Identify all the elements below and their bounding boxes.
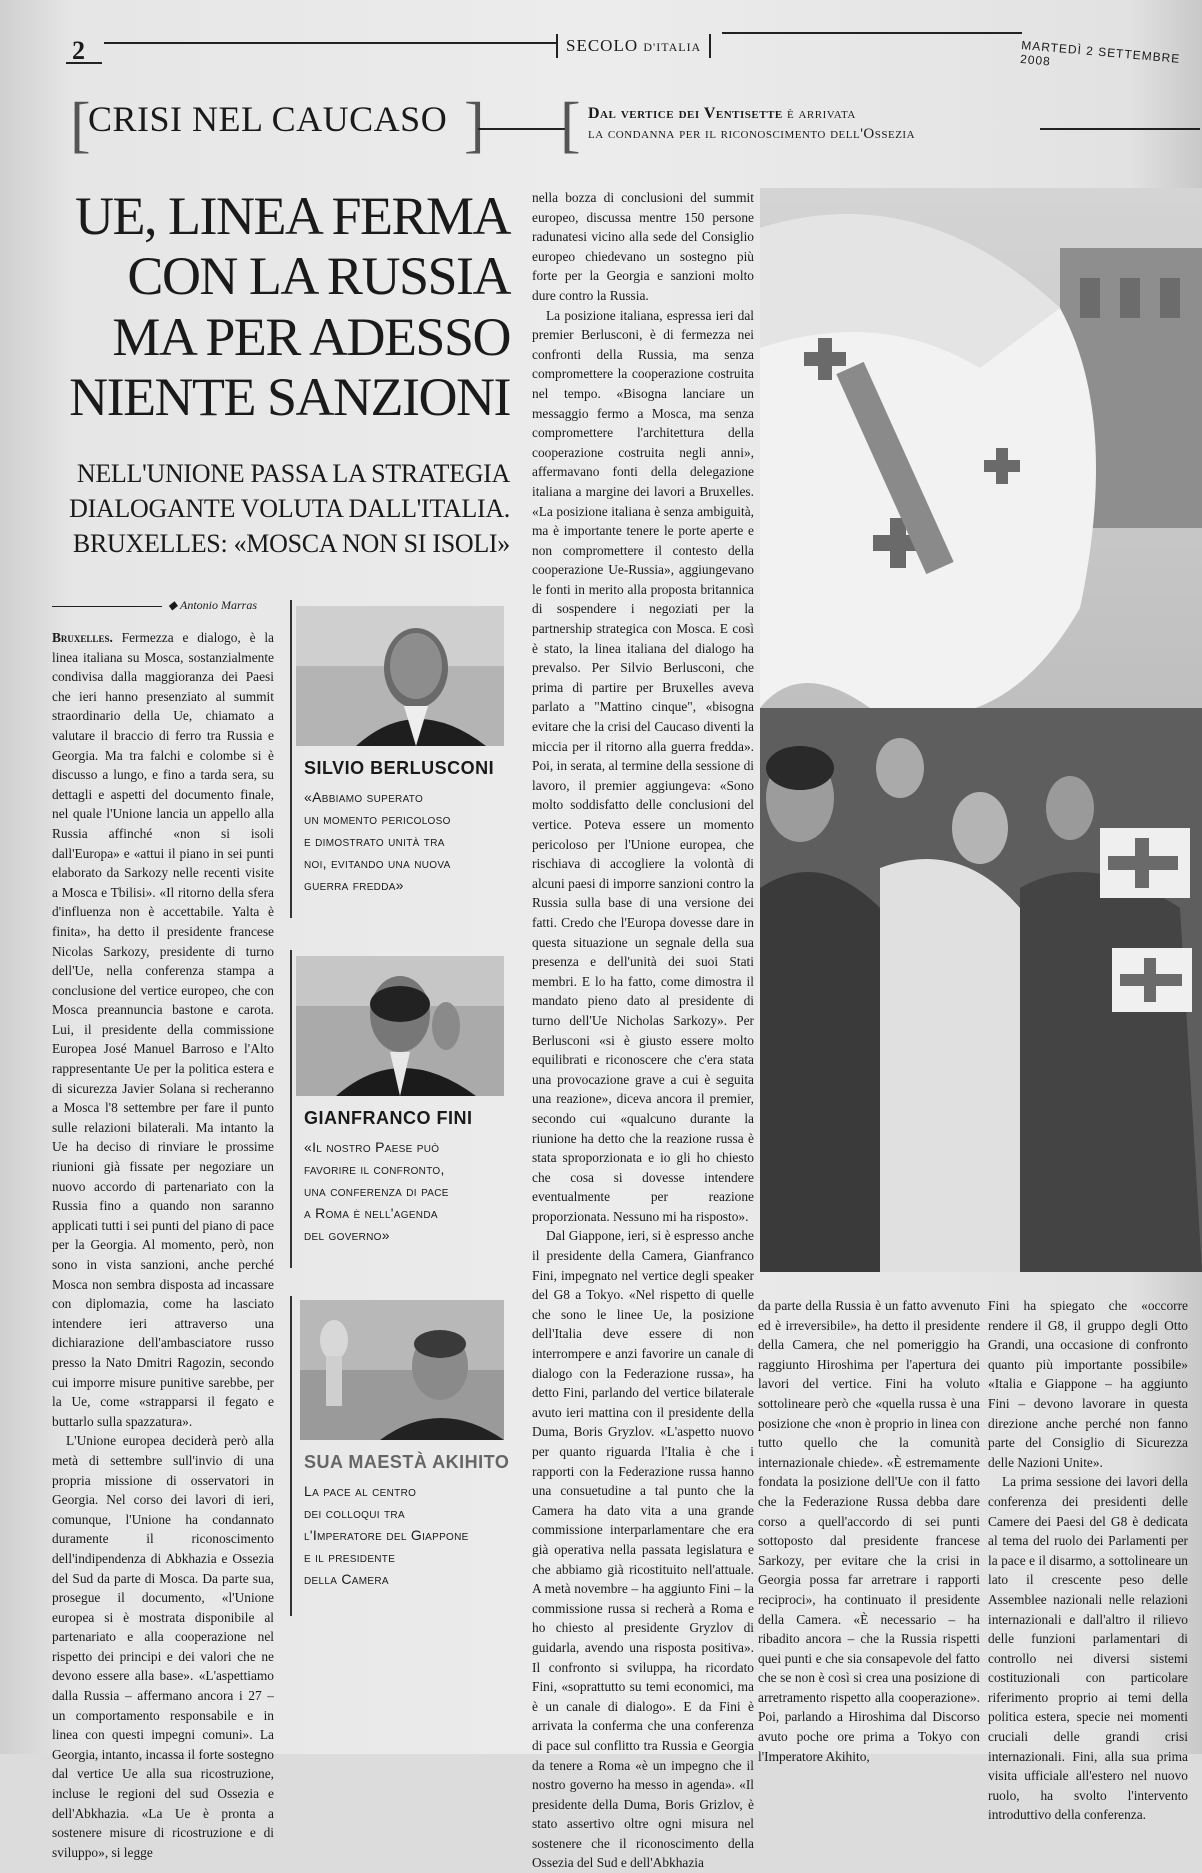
- berlusconi-photo: [296, 606, 504, 746]
- sidebar-quote: [304, 786, 514, 896]
- sub-kicker-line2: la condanna per il riconoscimento dell'Ossezia: [588, 126, 916, 142]
- quote-line: un momento pericoloso: [304, 811, 451, 827]
- sidebar-quote: [304, 1480, 514, 1590]
- quote-line: l'Imperatore del Giappone: [304, 1527, 469, 1543]
- page-number: 2: [72, 36, 85, 65]
- headline-line-4: NIENTE SANZIONI: [69, 367, 510, 428]
- sidebar-name: GIANFRANCO FINI: [304, 1108, 473, 1128]
- deck-line-1: NELL'UNIONE PASSA LA STRATEGIA: [76, 459, 510, 488]
- issue-date: MARTEDÌ 2 SETTEMBRE 2008: [1019, 38, 1181, 69]
- article-paragraph: da parte della Russia è un fatto avvenuto ed è irreversibile», ha detto il presidente della Camera, che nel pomeriggio ha raggiunto Hiroshima per l'apertura dei lavori del vertice. Fini ha voluto sottolineare però che «quella russa è una posizione che «non è proprio in linea con tutto quello che la comunità internazionale chiede». «È estremamente fondata la posizione dell'Ue con il fatto che la Federazione Russa debba dare corso a quell'accordo di sei punti sottoposto dal presidente francese Sarkozy, per evitare che la crisi in Georgia possa far arretrare i rapporti reciproci», ha continuato il presidente della Camera. «È necessario – ha ribadito ancora – che la Russia rispetti quei punti e che sia consapevole del fatto che se non è così si crea una posizione di arretramento rispetto alla cooperazione». Poi, parlando a Hiroshima dal Discorso avuto poche ore prima a Tokyo con l'Imperatore Akihito,: [758, 1298, 980, 1764]
- article-column-2: [532, 188, 754, 1871]
- akihito-photo: [300, 1300, 504, 1440]
- kicker-bracket-left: [: [70, 91, 91, 159]
- paper-name-main: SECOLO: [566, 36, 639, 55]
- quote-line: «Abbiamo superato: [304, 789, 424, 805]
- quote-line: guerra fredda»: [304, 877, 404, 893]
- quote-line: della Camera: [304, 1571, 389, 1587]
- quote-line: una conferenza di pace: [304, 1183, 449, 1199]
- page-number-rule: [66, 62, 102, 64]
- paper-name: [556, 34, 711, 58]
- sub-kicker-rule: [1040, 128, 1200, 130]
- quote-line: e il presidente: [304, 1549, 396, 1565]
- quote-line: del governo»: [304, 1227, 390, 1243]
- article-paragraph: [52, 628, 274, 1431]
- sub-kicker: [588, 104, 915, 144]
- sidebar-rule: [290, 1296, 292, 1616]
- article-column-4: [988, 1296, 1188, 1823]
- headline: [50, 186, 510, 428]
- headline-line-2: CON LA RUSSIA: [127, 246, 510, 307]
- dateline: Bruxelles.: [52, 630, 113, 645]
- article-paragraph: Fini ha spiegato che «occorre rendere il G8, il gruppo degli Otto Grandi, una occasione di confronto quanto più importante possibile» «Italia e Giappone – ha aggiunto Fini – devono lavorare in questa direzione anche perché non fanno parte del Consiglio di Sicurezza delle Nazioni Unite».: [988, 1298, 1188, 1470]
- sub-kicker-bracket: [: [560, 91, 581, 159]
- deck: [50, 456, 510, 561]
- kicker-bracket-right: ]: [464, 91, 485, 159]
- masthead-rule-left: [104, 42, 556, 44]
- sub-kicker-bold: Dal vertice dei Ventisette: [588, 105, 783, 122]
- sidebar-name: SUA MAESTÀ AKIHITO: [304, 1452, 510, 1472]
- headline-line-1: UE, LINEA FERMA: [75, 186, 510, 246]
- akihito-photo-image: [300, 1300, 504, 1440]
- fini-photo: [296, 956, 504, 1096]
- article-column-1: [52, 628, 274, 1860]
- byline: ◆ Antonio Marras: [168, 598, 258, 612]
- deck-line-2: DIALOGANTE VOLUTA DALL'ITALIA.: [69, 494, 510, 524]
- berlusconi-photo-image: [296, 606, 504, 746]
- article-paragraph: Dal Giappone, ieri, si è espresso anche il presidente della Camera, Gianfranco Fini, impegnato nel vertice degli speaker del G8 a Tokyo. «Nel rispetto di quelle che sono le linee Ue, la posizione dell'Italia deve essere di non interrompere e anzi favorire un canale di dialogo con la Federazione russa», ha detto Fini, parlando del vertice bilaterale avuto ieri mattina con il presidente della Duma, Boris Gryzlov. «L'aspetto nuovo per quanto riguarda l'Italia è che i rapporti con la Federazione russa hanno una consuetudine a tal punto che la Camera ha dato vita a una grande commissione interparlamentare che era già operativa nella passata legislatura e che abbiamo già ricostituito nell'attuale. A metà novembre – ha aggiunto Fini – la commissione russa si recherà a Roma e ho chiesto al presidente Gryzlov di guidarla, avendo una risposta positiva». Il confronto si sviluppa, ha ricordato Fini, «soprattutto su temi economici, ma è un canale di dialogo». E da Fini è arrivata la conferma che una conferenza di pace sul conflitto tra Russia e Georgia da tenere a Roma «è un impegno che il nostro governo ha messo in agenda». «Il presidente della Duma, Boris Grizlov, è stato assertivo oltre ogni misura nel sostenere che il riconoscimento della Ossezia del Sud e dell'Abkhazia: [532, 1228, 754, 1871]
- kicker-rule: [478, 128, 566, 130]
- sidebar-rule: [290, 600, 292, 918]
- quote-line: «Il nostro Paese può: [304, 1139, 440, 1155]
- headline-line-3: MA PER ADESSO: [112, 306, 510, 367]
- article-column-3: [758, 1296, 980, 1764]
- article-paragraph: nella bozza di conclusioni del summit europeo, discussa mentre 150 persone radunatesi vicino alla sede del Consiglio europeo chiedevano un sostegno più forte per la Georgia e sanzioni molto dure contro la Russia.: [532, 190, 754, 303]
- section-kicker: CRISI NEL CAUCASO: [88, 99, 448, 139]
- article-paragraph: L'Unione europea deciderà però alla metà di settembre sull'invio di una propria missione di osservatori in Georgia. Nel corso dei lavori di ieri, comunque, l'Unione ha condannato duramente il riconoscimento dell'indipendenza di Abkhazia e Ossezia del Sud da parte di Mosca. Da parte sua, prosegue il documento, «l'Unione europea si è mostrata disponibile al partenariato e alla cooperazione nel rispetto dei principi e dei valori che ne devono essere alla base». «L'aspettiamo dalla Russia – affermano ancora i 27 – un comportamento responsabile e in linea con questi impegni comuni». La Georgia, intanto, incassa il forte sostegno dal vertice Ue alla sua ricostruzione, incluse le regioni del sud Ossezia e dell'Abkhazia. «La Ue è pronta a sostenere misure di ricostruzione e di sviluppo», si legge: [52, 1433, 274, 1860]
- sidebar-rule: [290, 950, 292, 1268]
- deck-line-3: BRUXELLES: «MOSCA NON SI ISOLI»: [72, 529, 510, 559]
- main-photo-georgian-flags: [760, 188, 1202, 1272]
- quote-line: dei colloqui tra: [304, 1505, 405, 1521]
- paper-name-suffix: D'ITALIA: [643, 40, 702, 54]
- protest-flags-image: [760, 188, 1202, 1272]
- quote-line: favorire il confronto,: [304, 1161, 445, 1177]
- sidebar-quote: [304, 1136, 514, 1246]
- fini-photo-image: [296, 956, 504, 1096]
- article-paragraph: La posizione italiana, espressa ieri dal premier Berlusconi, è di fermezza nei confronti della Russia, ma senza compromettere la cooperazione costruita nel tempo. «Bisogna lanciare un messaggio fermo a Mosca, ma senza compromettere l'architettura della cooperazione costruita negli anni», affermavano fonti della delegazione italiana a margine dei lavori a Bruxelles. «La posizione italiana è senza ambiguità, ma è importante tenere le porte aperte e non compromettere il contesto della cooperazione Ue-Russia», aggiungevano le fonti in merito alla proposta britannica di sospendere i negoziati per la partnership strategica con Mosca. E così è stato, la linea italiana del dialogo ha prevalso. Per Silvio Berlusconi, che prima di partire per Bruxelles aveva parlato a "Mattino cinque", «bisogna evitare che la crisi del Caucaso diventi la miccia per il ritorno alla guerra fredda». Poi, in serata, al termine della sessione di lavoro, il premier aggiungeva: «Sono molto soddisfatto delle conclusioni del vertice. Poteva essere un momento pericoloso per l'Unione europea, che rischiava di accogliere la volontà di alcuni paesi di imporre sanzioni contro la Russia sulla base di una versione dei fatti. Credo che l'Europa dovesse dare in questa situazione un segnale della sua presenza e dell'unità dei suoi Stati membri. E lo ha fatto, come dimostra il mandato pieno dato al presidente di turno dell'Ue Nicholas Sarkozy». Per Berlusconi «si è giusto essere molto equilibrati e riconoscere che c'era stata una provocazione grave a cui è seguita una reazione», diceva ancora il premier, secondo cui «qualcuno durante la riunione ha detto che la reazione russa è stata sproporzionata e io gli ho chiesto che cosa si dovesse intendere eventualmente per reazione proporzionata. Nessuno mi ha risposto».: [532, 307, 754, 1224]
- sub-kicker-line1: è arrivata: [782, 106, 856, 122]
- quote-line: La pace al centro: [304, 1483, 417, 1499]
- byline-rule: [52, 606, 162, 607]
- quote-line: e dimostrato unità tra: [304, 833, 445, 849]
- article-text: Fermezza e dialogo, è la linea italiana su Mosca, sostanzialmente condivisa dalla maggioranza dei Paesi che ieri hanno presenziato al summit straordinario della Ue, chiamato a valutare il braccio di ferro tra Russia e Georgia. Ma tra falchi e colombe si è discusso a lungo, e fino a tarda sera, su dettagli e aspetti del documento finale, nel quale l'Unione lancia un appello alla Russia affinché «non si isoli dall'Europa» e «attui il piano in sei punti elaborato da Sarkozy nelle recenti visite a Mosca e Tbilisi». «Il ritorno della sfera d'influenza non è accettabile. Yalta è finita», ha detto il presidente francese Nicolas Sarkozy, presidente di turno dell'Ue, nella conferenza stampa a conclusione del vertice europeo, che con Mosca preannuncia bastone e carota. Lui, il presidente della commissione Europea José Manuel Barroso e l'Alto rappresentante Ue per la politica estera e di sicurezza Javier Solana si recheranno a Mosca l'8 settembre per fare il punto sulle relazioni bilaterali. Ma intanto la Ue ha deciso di rinviare le prossime riunioni già fissate per negoziare un nuovo accordo di partenariato con la Russia fino a quando non saranno applicati tutti i sei punti del piano di pace per la Georgia. Al momento, però, non sono in vista sanzioni, anche perché Mosca non sembra disposta ad incassare con diplomazia, come ha lasciato intendere ieri attraverso una dichiarazione dell'ambasciatore russo presso la Nato Dmitri Ragozin, secondo cui imporre misure punitive sarebbe, per la Ue, come «strapparsi il fegato e buttarlo sulla spazzatura».: [52, 630, 274, 1429]
- sidebar-name: SILVIO BERLUSCONI: [304, 758, 495, 778]
- article-paragraph: La prima sessione dei lavori della conferenza dei presidenti delle Camere dei Paesi del G8 è dedicata al tema del ruolo dei Parlamenti per la pace e il disarmo, a sottolineare un lato il crescente peso delle Assemblee nazionali nelle relazioni internazionali e dall'altro il rilievo delle funzioni parlamentari di controllo nei diversi sistemi costituzionali con particolare riferimento proprio ai temi della politica estera, specie nei momenti cruciali delle grandi crisi internazionali. Fini, alla sua prima visita ufficiale all'estero nel nuovo ruolo, ha svolto l'intervento introduttivo della conferenza.: [988, 1474, 1188, 1823]
- quote-line: noi, evitando una nuova: [304, 855, 451, 871]
- quote-line: a Roma è nell'agenda: [304, 1205, 438, 1221]
- masthead-rule-right: [722, 32, 1022, 34]
